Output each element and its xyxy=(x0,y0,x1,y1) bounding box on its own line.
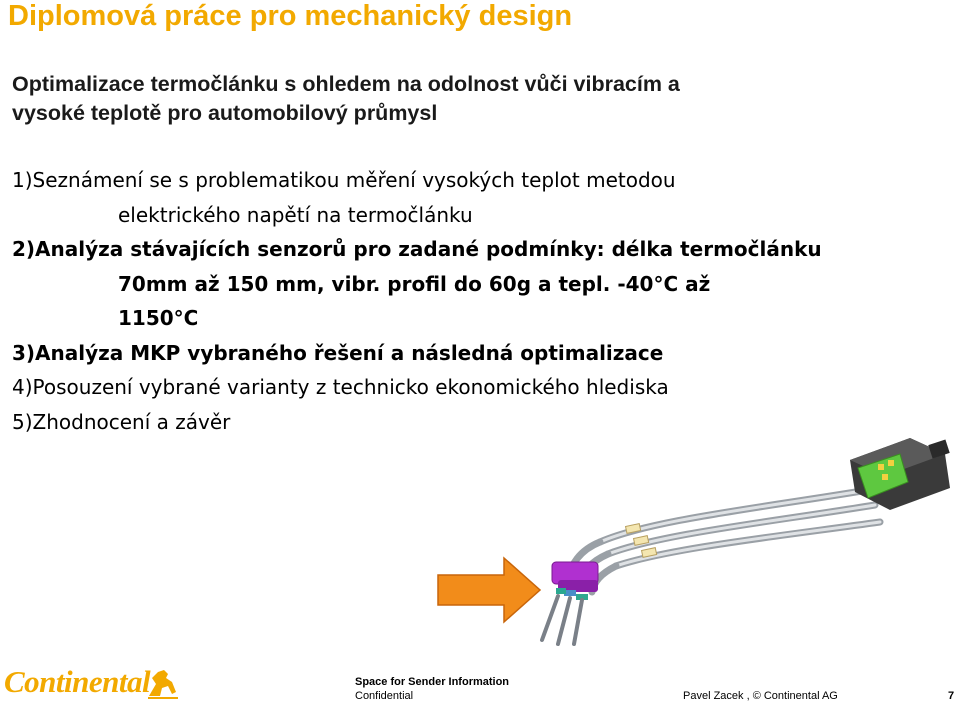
thermocouple-illustration xyxy=(430,430,960,655)
continental-logo xyxy=(4,664,150,700)
horse-logo-icon xyxy=(146,666,180,700)
author-copyright: Pavel Zacek , © Continental AG xyxy=(683,690,838,702)
pointer-arrow xyxy=(438,558,540,622)
list-item-2-cont-2: 1150°C xyxy=(118,306,199,330)
list-item-3: 3)Analýza MKP vybraného řešení a následná optimalizace xyxy=(12,340,664,365)
confidential-label: Confidential xyxy=(355,690,414,702)
slide-title: Diplomová práce pro mechanický design xyxy=(8,0,573,32)
probe-tips xyxy=(542,596,582,644)
subtitle-line-1: Optimalizace termočlánku s ohledem na odolnost vůči vibracím a xyxy=(12,72,680,96)
list-item-2-cont: 70mm až 150 mm, vibr. profil do 60g a tepl. -40°C až xyxy=(118,271,711,296)
list-item-5: 5)Zhodnocení a závěr xyxy=(12,409,231,434)
page-number: 7 xyxy=(948,690,955,702)
list-item-4: 4)Posouzení vybrané varianty z technicko ekonomického hlediska xyxy=(12,375,669,399)
connector xyxy=(850,438,950,510)
footer-separator xyxy=(0,660,960,661)
list-item-1-cont: elektrického napětí na termočlánku xyxy=(118,202,473,227)
task-list xyxy=(12,163,822,439)
list-item-2: 2)Analýza stávajících senzorů pro zadané podmínky: délka termočlánku xyxy=(12,237,822,261)
logo-text: Continental xyxy=(4,664,151,699)
subtitle-line-2: vysoké teplotě pro automobilový průmysl xyxy=(12,101,438,125)
list-item-1: 1)Seznámení se s problematikou měření vysokých teplot metodou xyxy=(12,168,676,192)
sensor-cables xyxy=(568,490,880,592)
sender-info: Space for Sender Information xyxy=(355,676,510,688)
slide-subtitle xyxy=(12,70,680,128)
